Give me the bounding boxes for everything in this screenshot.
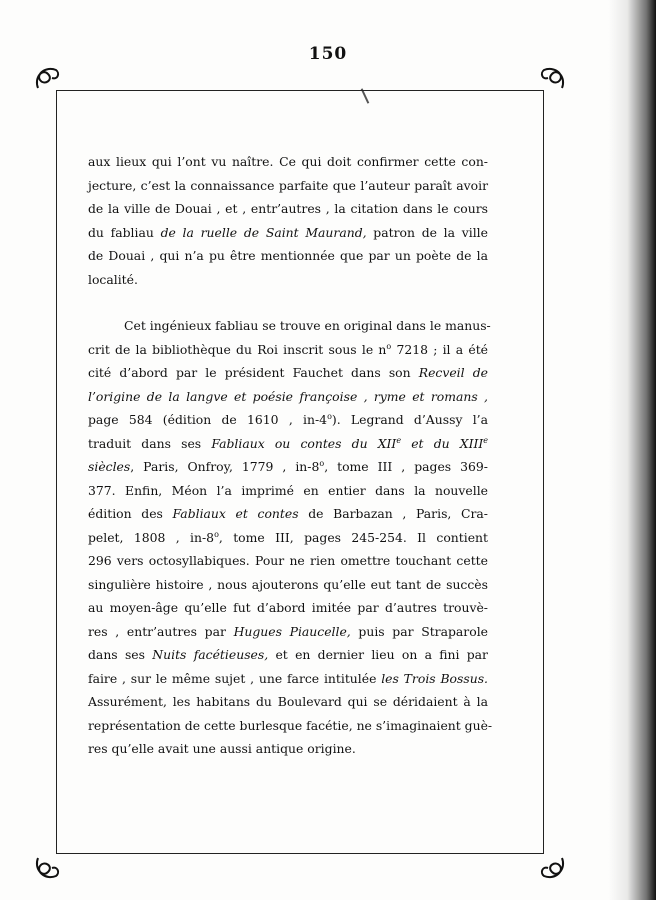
italic-run: Recveil de	[418, 365, 488, 380]
text-run: de la ville de Douai , et , entr’autres , la citation dans le cours	[88, 201, 488, 216]
text-run: pelet, 1808 , in-8	[88, 529, 215, 545]
italic-run: Hugues Piaucelle,	[233, 623, 351, 639]
text-line	[88, 502, 488, 526]
text-run: patron de la ville	[366, 224, 488, 240]
text-run: o	[327, 411, 332, 421]
text-line	[88, 573, 488, 597]
text-line	[88, 361, 488, 385]
text-line	[88, 314, 491, 338]
text-line	[88, 174, 488, 198]
italic-run: Fabliaux ou contes du XII	[211, 435, 397, 451]
text-line	[88, 408, 488, 432]
italic-run: et du XIII	[401, 435, 484, 451]
text-line	[88, 596, 488, 620]
text-run: jecture, c’est la connaissance parfaite que l’auteur paraît avoir	[88, 177, 488, 193]
text-run: au moyen-âge qu’elle fut d’abord imitée par d’autres trouvè-	[88, 600, 488, 615]
text-run: représentation de cette burlesque facétie, ne s’imaginaient guè-	[88, 717, 493, 733]
text-line	[88, 549, 488, 573]
text-line	[88, 244, 488, 268]
corner-flourish-icon	[32, 64, 62, 94]
text-run: localité.	[88, 271, 138, 287]
corner-flourish-icon	[538, 64, 568, 94]
text-run: cité d’abord par le président Fauchet dans son	[88, 365, 419, 380]
italic-run: l’origine de la langve et poésie françoise , ryme et romans ,	[88, 388, 488, 404]
text-run: , Paris, Onfroy, 1779 , in-8	[130, 459, 320, 474]
text-run: res qu’elle avait une aussi antique origine.	[88, 741, 356, 756]
text-run: ). Legrand d’Aussy l’a	[331, 412, 488, 427]
text-line	[88, 150, 488, 174]
text-run: o	[319, 458, 325, 468]
text-line	[88, 221, 488, 245]
text-run: et en dernier lieu on a fini par	[268, 647, 488, 662]
text-run: faire , sur le même sujet , une farce intitulée	[88, 670, 382, 686]
text-line	[88, 268, 488, 292]
spine-shadow	[608, 0, 656, 900]
text-run: Cet ingénieux fabliau se trouve en original dans le manus-	[124, 318, 491, 333]
italic-run: siècles	[88, 459, 131, 474]
text-run: 296 vers octosyllabiques. Pour ne rien omettre touchant cette	[88, 553, 488, 568]
corner-flourish-icon	[538, 852, 568, 882]
italic-run: de la ruelle de Saint Maurand,	[160, 224, 367, 240]
text-run: o	[386, 341, 392, 351]
text-run: édition des	[88, 506, 173, 521]
text-line	[88, 714, 493, 738]
paragraph	[88, 314, 493, 761]
text-run: , tome III, pages 245-254. Il contient	[218, 529, 488, 545]
text-line	[88, 479, 488, 503]
text-line	[88, 737, 488, 761]
text-run: traduit dans ses	[88, 435, 212, 451]
text-run: , tome III , pages 369-	[324, 459, 488, 474]
text-run: de Douai , qui n’a pu être mentionnée que par un poète de la	[88, 248, 488, 263]
text-run: Assurément, les habitans du Boulevard qui se déridaient à la	[88, 694, 488, 709]
italic-run: les Trois Bossus.	[381, 670, 489, 686]
text-run: page 584 (édition de 1610 , in-4	[88, 412, 328, 427]
text-run: o	[214, 529, 219, 539]
text-line	[88, 197, 488, 221]
text-run: 7218 ; il a été	[391, 341, 489, 357]
paragraph	[88, 150, 488, 291]
italic-run: e	[396, 435, 402, 445]
text-run: crit de la bibliothèque du Roi inscrit sous le n	[88, 341, 387, 357]
italic-run: e	[483, 435, 488, 445]
text-run: aux lieux qui l’ont vu naître. Ce qui doit confirmer cette con-	[88, 154, 488, 169]
text-run: du fabliau	[88, 224, 161, 240]
page-number: 150	[308, 44, 348, 64]
text-line	[88, 385, 488, 409]
italic-run: Fabliaux et contes	[172, 506, 299, 521]
body-text	[88, 150, 493, 761]
text-run: res , entr’autres par	[88, 623, 234, 639]
text-line	[88, 338, 488, 362]
text-line	[88, 690, 488, 714]
text-run: puis par Straparole	[350, 623, 488, 639]
corner-flourish-icon	[32, 852, 62, 882]
text-line	[88, 432, 488, 456]
text-run: 377. Enfin, Méon l’a imprimé en entier dans la nouvelle	[88, 482, 488, 498]
text-line	[88, 526, 488, 550]
text-line	[88, 667, 488, 691]
text-run: dans ses	[88, 647, 153, 662]
text-line	[88, 620, 488, 644]
text-run: singulière histoire , nous ajouterons qu’elle eut tant de succès	[88, 576, 488, 592]
italic-run: Nuits facétieuses,	[152, 647, 269, 662]
text-run: de Barbazan , Paris, Cra-	[298, 506, 488, 521]
text-line	[88, 455, 488, 479]
text-line	[88, 643, 488, 667]
